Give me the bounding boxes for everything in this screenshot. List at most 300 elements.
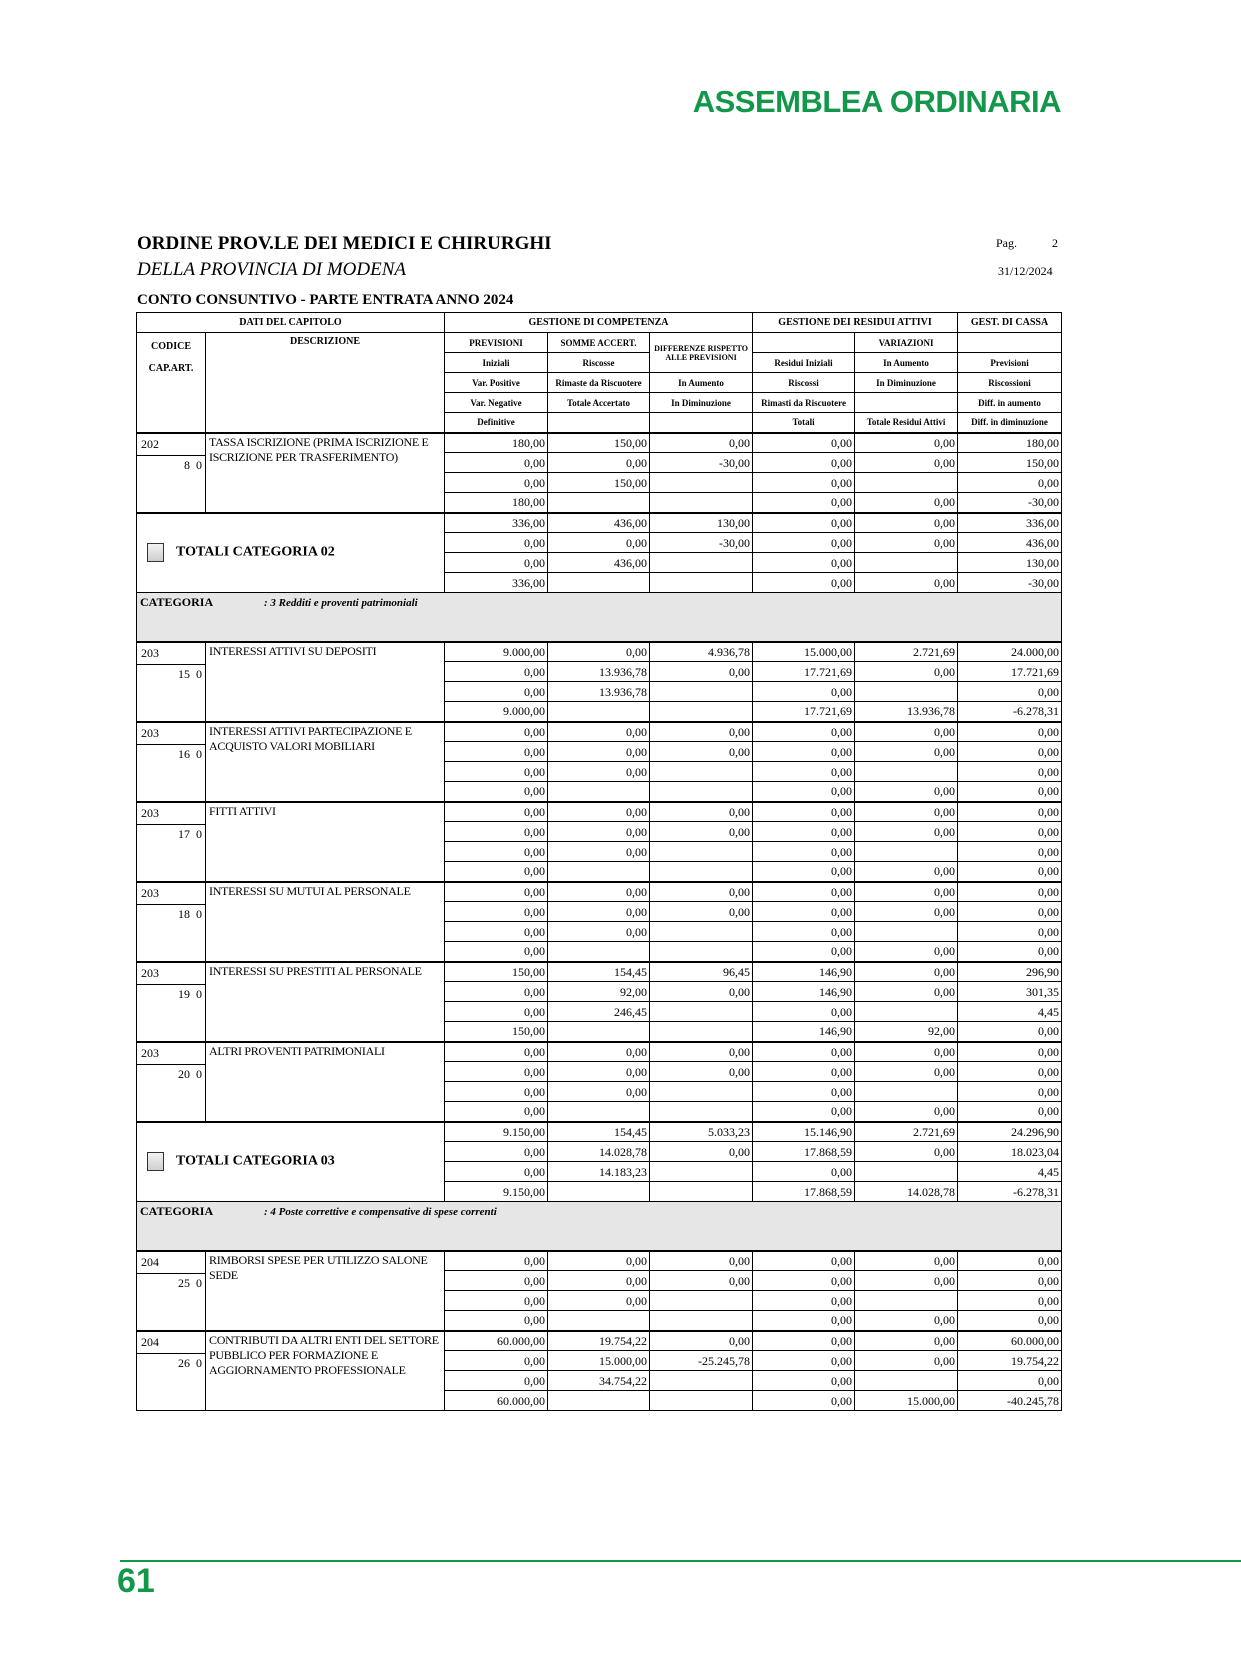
value-cell: 180,00 (958, 433, 1062, 453)
hdr-empty (650, 413, 753, 433)
value-cell: 15.000,00 (855, 1391, 958, 1411)
value-cell: 150,00 (445, 962, 548, 982)
value-cell: 0,00 (650, 1331, 753, 1351)
value-cell: 0,00 (855, 453, 958, 473)
value-cell: 0,00 (445, 453, 548, 473)
value-cell: 18.023,04 (958, 1142, 1062, 1162)
value-cell (855, 922, 958, 942)
value-cell: 0,00 (445, 1042, 548, 1062)
value-cell: 0,00 (855, 433, 958, 453)
value-cell: 0,00 (855, 1042, 958, 1062)
value-cell: 0,00 (548, 842, 650, 862)
value-cell: -30,00 (650, 453, 753, 473)
value-cell: 0,00 (445, 1162, 548, 1182)
value-cell: 13.936,78 (548, 682, 650, 702)
value-cell: 0,00 (958, 822, 1062, 842)
hdr-empty (753, 333, 855, 353)
value-cell: 60.000,00 (958, 1331, 1062, 1351)
hdr-riscossi: Riscossi (753, 373, 855, 393)
value-cell: 19.754,22 (548, 1331, 650, 1351)
section-title: ASSEMBLEA ORDINARIA (692, 84, 1061, 119)
code-cell (137, 962, 206, 1042)
value-cell: 0,00 (753, 902, 855, 922)
value-cell: 0,00 (958, 1082, 1062, 1102)
category-label: CATEGORIA (140, 595, 214, 609)
value-cell: 0,00 (548, 642, 650, 662)
value-cell: 0,00 (548, 902, 650, 922)
value-cell (650, 473, 753, 493)
value-cell (650, 493, 753, 513)
value-cell: 154,45 (548, 962, 650, 982)
value-cell: 0,00 (753, 1391, 855, 1411)
value-cell: 17.721,69 (753, 702, 855, 722)
hdr-definitive: Definitive (445, 413, 548, 433)
code-cell (137, 433, 206, 513)
hdr-in-diminuzione: In Diminuzione (855, 373, 958, 393)
value-cell: 0,00 (855, 982, 958, 1002)
value-cell: 0,00 (958, 1102, 1062, 1122)
report-date: 31/12/2024 (998, 264, 1053, 278)
value-cell: 0,00 (650, 742, 753, 762)
value-cell (650, 942, 753, 962)
value-cell: 0,00 (650, 662, 753, 682)
value-cell: 0,00 (445, 473, 548, 493)
chapter-code: 203 (137, 963, 205, 985)
value-cell: 0,00 (548, 762, 650, 782)
value-cell: 0,00 (650, 433, 753, 453)
value-cell: 0,00 (445, 1102, 548, 1122)
value-cell: 0,00 (650, 1142, 753, 1162)
value-cell: 0,00 (855, 1351, 958, 1371)
article-code: 18 0 (178, 906, 202, 921)
hdr-var-negative: Var. Negative (445, 393, 548, 413)
description: INTERESSI SU MUTUI AL PERSONALE (206, 882, 445, 962)
value-cell: 0,00 (855, 742, 958, 762)
value-cell (548, 702, 650, 722)
value-cell: 246,45 (548, 1002, 650, 1022)
value-cell (548, 1182, 650, 1202)
value-cell: 0,00 (753, 493, 855, 513)
hdr-differenze: DIFFERENZE RISPETTO ALLE PREVISIONI (650, 333, 753, 373)
value-cell: 14.028,78 (855, 1182, 958, 1202)
value-cell: 0,00 (958, 473, 1062, 493)
value-cell: 0,00 (445, 842, 548, 862)
value-cell (650, 1391, 753, 1411)
description: TASSA ISCRIZIONE (PRIMA ISCRIZIONE E ISCRIZIONE PER TRASFERIMENTO) (206, 433, 445, 513)
value-cell: 0,00 (958, 1371, 1062, 1391)
value-cell: 0,00 (445, 1291, 548, 1311)
value-cell: 0,00 (753, 1082, 855, 1102)
value-cell (855, 1002, 958, 1022)
value-cell: 14.028,78 (548, 1142, 650, 1162)
value-cell (548, 942, 650, 962)
value-cell: 0,00 (753, 882, 855, 902)
chapter-code: 203 (137, 1043, 205, 1065)
value-cell: 60.000,00 (445, 1331, 548, 1351)
table-row (137, 882, 1062, 902)
value-cell (548, 573, 650, 593)
category-value: : 3 Redditi e proventi patrimoniali (264, 597, 418, 609)
category-row (137, 593, 1062, 642)
footer-rule (120, 1560, 1241, 1562)
report-title: CONTO CONSUNTIVO - PARTE ENTRATA ANNO 2024 (137, 292, 514, 308)
value-cell: 4,45 (958, 1002, 1062, 1022)
checkbox-icon (147, 1152, 164, 1171)
value-cell: 0,00 (958, 1271, 1062, 1291)
hdr-totale-residui: Totale Residui Attivi (855, 413, 958, 433)
value-cell: 2.721,69 (855, 642, 958, 662)
value-cell: 0,00 (650, 982, 753, 1002)
chapter-code: 203 (137, 883, 205, 905)
code-cell (137, 722, 206, 802)
value-cell (855, 762, 958, 782)
table-row (137, 722, 1062, 742)
value-cell: 0,00 (958, 1251, 1062, 1271)
description: RIMBORSI SPESE PER UTILIZZO SALONE SEDE (206, 1251, 445, 1331)
value-cell: 13.936,78 (855, 702, 958, 722)
value-cell: 0,00 (958, 762, 1062, 782)
value-cell: 0,00 (548, 742, 650, 762)
value-cell (650, 1082, 753, 1102)
table-row (137, 962, 1062, 982)
hdr-somme-accert: SOMME ACCERT. (548, 333, 650, 353)
value-cell: 0,00 (753, 453, 855, 473)
value-cell: 0,00 (855, 722, 958, 742)
table-row (137, 802, 1062, 822)
value-cell: 0,00 (548, 1251, 650, 1271)
page-number: 2 (1052, 236, 1058, 250)
value-cell: 130,00 (958, 553, 1062, 573)
value-cell: 17.721,69 (958, 662, 1062, 682)
value-cell: 0,00 (445, 553, 548, 573)
value-cell: 0,00 (445, 822, 548, 842)
category-cell (137, 593, 1062, 642)
value-cell: 0,00 (855, 1062, 958, 1082)
value-cell: 13.936,78 (548, 662, 650, 682)
table-row (137, 642, 1062, 662)
code-cell (137, 882, 206, 962)
table-row (137, 433, 1062, 453)
chapter-code: 203 (137, 723, 205, 745)
value-cell: 0,00 (753, 762, 855, 782)
value-cell (650, 1002, 753, 1022)
value-cell (855, 1371, 958, 1391)
value-cell: 0,00 (548, 722, 650, 742)
value-cell: 0,00 (445, 662, 548, 682)
hdr-in-aumento-diff: In Aumento (650, 373, 753, 393)
value-cell: 0,00 (753, 722, 855, 742)
value-cell: 0,00 (753, 1371, 855, 1391)
value-cell: 0,00 (445, 533, 548, 553)
value-cell: 0,00 (548, 1062, 650, 1082)
description: INTERESSI ATTIVI SU DEPOSITI (206, 642, 445, 722)
value-cell: 0,00 (753, 473, 855, 493)
value-cell: 0,00 (855, 962, 958, 982)
article-code: 19 0 (178, 986, 202, 1001)
hdr-rimaste-riscuotere: Rimaste da Riscuotere (548, 373, 650, 393)
hdr-dati-capitolo: DATI DEL CAPITOLO (137, 313, 445, 333)
value-cell: 0,00 (855, 573, 958, 593)
total-label-text: TOTALI CATEGORIA 03 (176, 1153, 335, 1169)
value-cell (548, 1311, 650, 1331)
value-cell: 0,00 (958, 682, 1062, 702)
value-cell: 0,00 (753, 822, 855, 842)
value-cell (548, 862, 650, 882)
value-cell: 0,00 (855, 533, 958, 553)
article-code: 20 0 (178, 1066, 202, 1081)
value-cell: 0,00 (958, 1311, 1062, 1331)
value-cell: 4,45 (958, 1162, 1062, 1182)
value-cell: 0,00 (753, 682, 855, 702)
value-cell: 0,00 (548, 802, 650, 822)
value-cell: 0,00 (855, 942, 958, 962)
value-cell: 0,00 (548, 1042, 650, 1062)
hdr-riscosse: Riscosse (548, 353, 650, 373)
code-cell (137, 1251, 206, 1331)
value-cell (855, 553, 958, 573)
value-cell: 150,00 (548, 473, 650, 493)
value-cell: 0,00 (445, 882, 548, 902)
page-label: Pag. (996, 236, 1017, 250)
budget-table (136, 312, 1062, 1411)
hdr-variazioni: VARIAZIONI (855, 333, 958, 353)
value-cell: 0,00 (445, 1251, 548, 1271)
value-cell: 0,00 (855, 662, 958, 682)
value-cell: 0,00 (855, 493, 958, 513)
value-cell: 0,00 (753, 1102, 855, 1122)
value-cell: 0,00 (753, 782, 855, 802)
value-cell: 0,00 (855, 1331, 958, 1351)
category-row (137, 1202, 1062, 1251)
value-cell: 0,00 (650, 722, 753, 742)
description: CONTRIBUTI DA ALTRI ENTI DEL SETTORE PUBBLICO PER FORMAZIONE E AGGIORNAMENTO PROFESSIONALE (206, 1331, 445, 1411)
value-cell (650, 702, 753, 722)
value-cell: 0,00 (650, 902, 753, 922)
value-cell: 9.000,00 (445, 642, 548, 662)
value-cell (548, 493, 650, 513)
value-cell: 0,00 (753, 742, 855, 762)
value-cell: 0,00 (855, 862, 958, 882)
value-cell (548, 1102, 650, 1122)
value-cell: 0,00 (855, 1251, 958, 1271)
value-cell: 17.868,59 (753, 1182, 855, 1202)
value-cell: 150,00 (958, 453, 1062, 473)
chapter-code: 204 (137, 1252, 205, 1274)
value-cell: 0,00 (445, 762, 548, 782)
value-cell: 0,00 (445, 1082, 548, 1102)
value-cell: 0,00 (958, 882, 1062, 902)
checkbox-icon (147, 543, 164, 562)
value-cell: 0,00 (650, 1251, 753, 1271)
table-row (137, 1042, 1062, 1062)
value-cell: -6.278,31 (958, 1182, 1062, 1202)
value-cell: 0,00 (445, 742, 548, 762)
hdr-descrizione: DESCRIZIONE (206, 333, 445, 433)
value-cell: -25.245,78 (650, 1351, 753, 1371)
value-cell: 0,00 (753, 513, 855, 533)
value-cell: 0,00 (445, 722, 548, 742)
description: ALTRI PROVENTI PATRIMONIALI (206, 1042, 445, 1122)
value-cell: 0,00 (650, 822, 753, 842)
value-cell: 146,90 (753, 1022, 855, 1042)
value-cell: 60.000,00 (445, 1391, 548, 1411)
value-cell: 0,00 (753, 1251, 855, 1271)
value-cell (650, 1022, 753, 1042)
value-cell: 0,00 (753, 942, 855, 962)
value-cell (548, 1391, 650, 1411)
value-cell: 0,00 (445, 682, 548, 702)
value-cell: 180,00 (445, 493, 548, 513)
value-cell: 0,00 (445, 982, 548, 1002)
value-cell: 296,90 (958, 962, 1062, 982)
value-cell: 336,00 (445, 573, 548, 593)
article-code: 15 0 (178, 666, 202, 681)
value-cell: 0,00 (753, 862, 855, 882)
value-cell: 180,00 (445, 433, 548, 453)
category-cell (137, 1202, 1062, 1251)
value-cell (855, 1291, 958, 1311)
value-cell: 0,00 (958, 742, 1062, 762)
category-label: CATEGORIA (140, 1204, 214, 1218)
value-cell: 301,35 (958, 982, 1062, 1002)
chapter-code: 204 (137, 1332, 205, 1354)
value-cell (548, 1022, 650, 1042)
total-row (137, 1122, 1062, 1142)
value-cell: 5.033,23 (650, 1122, 753, 1142)
value-cell: 0,00 (958, 902, 1062, 922)
value-cell: 436,00 (548, 513, 650, 533)
value-cell: 0,00 (855, 1142, 958, 1162)
value-cell: 0,00 (650, 802, 753, 822)
hdr-previsioni-cassa: Previsioni (958, 353, 1062, 373)
value-cell (855, 1082, 958, 1102)
value-cell: 0,00 (753, 553, 855, 573)
value-cell: 0,00 (753, 1311, 855, 1331)
total-label (137, 1122, 445, 1202)
value-cell: 0,00 (958, 722, 1062, 742)
code-cell (137, 642, 206, 722)
value-cell: 0,00 (548, 882, 650, 902)
value-cell: 0,00 (753, 842, 855, 862)
article-code: 16 0 (178, 746, 202, 761)
value-cell: 0,00 (753, 1042, 855, 1062)
value-cell: 0,00 (548, 1271, 650, 1291)
value-cell: 150,00 (548, 433, 650, 453)
value-cell: -40.245,78 (958, 1391, 1062, 1411)
value-cell: 0,00 (753, 1291, 855, 1311)
value-cell: 0,00 (445, 1371, 548, 1391)
value-cell: -30,00 (958, 573, 1062, 593)
article-code: 8 0 (184, 457, 202, 472)
total-label-text: TOTALI CATEGORIA 02 (176, 544, 335, 560)
value-cell: 0,00 (445, 862, 548, 882)
value-cell: 436,00 (548, 553, 650, 573)
article-code: 25 0 (178, 1275, 202, 1290)
value-cell: 2.721,69 (855, 1122, 958, 1142)
hdr-diff-diminuzione: Diff. in diminuzione (958, 413, 1062, 433)
value-cell: 146,90 (753, 962, 855, 982)
hdr-residui-iniziali: Residui Iniziali (753, 353, 855, 373)
value-cell: 336,00 (445, 513, 548, 533)
value-cell (650, 573, 753, 593)
value-cell: 92,00 (855, 1022, 958, 1042)
hdr-totali: Totali (753, 413, 855, 433)
value-cell: -30,00 (650, 533, 753, 553)
value-cell: 0,00 (548, 922, 650, 942)
code-cell (137, 1042, 206, 1122)
value-cell: 0,00 (958, 1062, 1062, 1082)
value-cell: 0,00 (445, 1271, 548, 1291)
value-cell: 0,00 (753, 1271, 855, 1291)
value-cell: 0,00 (958, 942, 1062, 962)
value-cell: 0,00 (445, 782, 548, 802)
value-cell: 0,00 (753, 1331, 855, 1351)
value-cell: 0,00 (958, 1291, 1062, 1311)
hdr-rimasti-riscuotere: Rimasti da Riscuotere (753, 393, 855, 413)
value-cell: 0,00 (855, 1311, 958, 1331)
value-cell (855, 473, 958, 493)
value-cell (855, 682, 958, 702)
value-cell: 0,00 (548, 1082, 650, 1102)
value-cell: 24.296,90 (958, 1122, 1062, 1142)
description: INTERESSI SU PRESTITI AL PERSONALE (206, 962, 445, 1042)
value-cell: 0,00 (855, 822, 958, 842)
footer-page-number: 61 (117, 1562, 155, 1600)
org-name: ORDINE PROV.LE DEI MEDICI E CHIRURGHI (137, 233, 552, 254)
value-cell: 0,00 (548, 822, 650, 842)
hdr-riscossioni: Riscossioni (958, 373, 1062, 393)
value-cell: 0,00 (753, 573, 855, 593)
value-cell: 15.000,00 (753, 642, 855, 662)
article-code: 26 0 (178, 1355, 202, 1370)
org-province: DELLA PROVINCIA DI MODENA (137, 259, 406, 280)
value-cell: 34.754,22 (548, 1371, 650, 1391)
value-cell: 0,00 (753, 1351, 855, 1371)
value-cell: 0,00 (855, 802, 958, 822)
value-cell: 0,00 (445, 1311, 548, 1331)
table-row (137, 1331, 1062, 1351)
chapter-code: 202 (137, 434, 205, 456)
value-cell: 0,00 (753, 533, 855, 553)
value-cell: 0,00 (650, 882, 753, 902)
value-cell: 0,00 (855, 882, 958, 902)
value-cell: 19.754,22 (958, 1351, 1062, 1371)
value-cell: 0,00 (548, 1291, 650, 1311)
value-cell: 9.000,00 (445, 702, 548, 722)
value-cell: 0,00 (753, 922, 855, 942)
value-cell: 4.936,78 (650, 642, 753, 662)
value-cell: 0,00 (855, 782, 958, 802)
hdr-iniziali: Iniziali (445, 353, 548, 373)
value-cell (650, 1102, 753, 1122)
code-cell (137, 802, 206, 882)
value-cell: 0,00 (855, 513, 958, 533)
value-cell: 0,00 (958, 862, 1062, 882)
value-cell: 17.721,69 (753, 662, 855, 682)
description: INTERESSI ATTIVI PARTECIPAZIONE E ACQUISTO VALORI MOBILIARI (206, 722, 445, 802)
category-value: : 4 Poste correttive e compensative di spese correnti (264, 1206, 497, 1218)
value-cell: 0,00 (958, 802, 1062, 822)
value-cell (855, 1162, 958, 1182)
value-cell (650, 1291, 753, 1311)
hdr-var-positive: Var. Positive (445, 373, 548, 393)
value-cell: 0,00 (753, 1062, 855, 1082)
value-cell (650, 762, 753, 782)
chapter-code: 203 (137, 803, 205, 825)
value-cell: 92,00 (548, 982, 650, 1002)
value-cell (548, 782, 650, 802)
value-cell: 0,00 (445, 1002, 548, 1022)
